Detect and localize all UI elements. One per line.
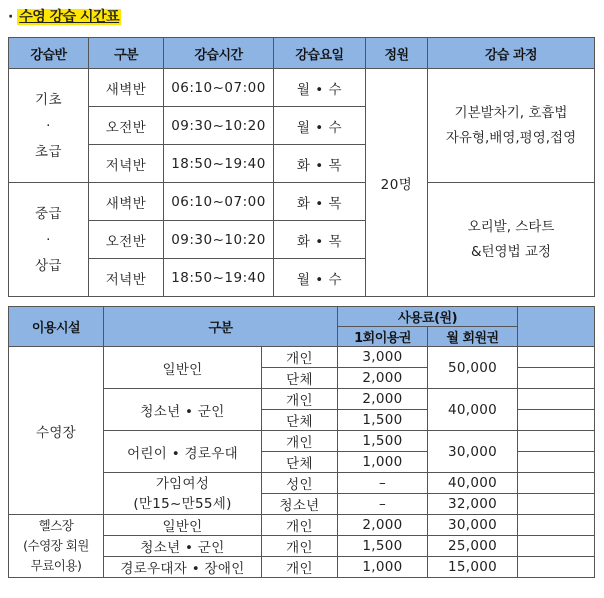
header-monthly: 월 회원권	[428, 327, 518, 347]
capacity-cell: 20명	[366, 69, 428, 297]
class-days: 화 • 목	[274, 183, 366, 221]
table-row	[9, 347, 595, 368]
single-fee: 1,500	[338, 410, 428, 431]
class-type: 오전반	[89, 221, 164, 259]
monthly-fee: 30,000	[428, 515, 518, 536]
note-cell	[518, 368, 595, 389]
class-time: 18:50~19:40	[164, 145, 274, 183]
level-cell: 기초 · 초급	[9, 69, 89, 183]
single-fee: –	[338, 494, 428, 515]
category-name: 청소년 • 군인	[104, 389, 262, 431]
title-bullet: ·	[8, 9, 13, 25]
sub-category: 단체	[262, 410, 338, 431]
sub-category: 개인	[262, 557, 338, 578]
single-fee: 2,000	[338, 389, 428, 410]
category-name: 경로우대자 • 장애인	[104, 557, 262, 578]
table-row	[9, 69, 595, 107]
table-row	[9, 183, 595, 221]
class-time: 06:10~07:00	[164, 183, 274, 221]
note-cell	[518, 452, 595, 473]
sub-category: 개인	[262, 536, 338, 557]
class-time: 06:10~07:00	[164, 69, 274, 107]
header-course: 강습 과정	[428, 38, 595, 69]
single-fee: 3,000	[338, 347, 428, 368]
header-category: 구분	[104, 307, 338, 347]
fee-table	[8, 306, 595, 578]
class-days: 월 • 수	[274, 259, 366, 297]
category-name: 가임여성 (만15~만55세)	[104, 473, 262, 515]
sub-category: 단체	[262, 452, 338, 473]
header-type: 구분	[89, 38, 164, 69]
class-type: 저녁반	[89, 259, 164, 297]
monthly-fee: 50,000	[428, 347, 518, 389]
class-type: 오전반	[89, 107, 164, 145]
course-cell: 기본발차기, 호흡법 자유형,배영,평영,접영	[428, 69, 595, 183]
note-cell	[518, 389, 595, 410]
course-cell: 오리발, 스타트 &턴영법 교정	[428, 183, 595, 297]
class-type: 새벽반	[89, 69, 164, 107]
note-cell	[518, 515, 595, 536]
note-cell	[518, 431, 595, 452]
monthly-fee: 15,000	[428, 557, 518, 578]
class-time: 09:30~10:20	[164, 107, 274, 145]
class-days: 월 • 수	[274, 107, 366, 145]
sub-category: 성인	[262, 473, 338, 494]
header-single: 1회이용권	[338, 327, 428, 347]
note-cell	[518, 557, 595, 578]
note-cell	[518, 473, 595, 494]
sub-category: 청소년	[262, 494, 338, 515]
note-cell	[518, 494, 595, 515]
class-days: 월 • 수	[274, 69, 366, 107]
class-time: 09:30~10:20	[164, 221, 274, 259]
monthly-fee: 30,000	[428, 431, 518, 473]
header-facility: 이용시설	[9, 307, 104, 347]
sub-category: 개인	[262, 389, 338, 410]
category-name: 일반인	[104, 347, 262, 389]
sub-category: 단체	[262, 368, 338, 389]
title-text: 수영 강습 시간표	[19, 9, 120, 25]
header-days: 강습요일	[274, 38, 366, 69]
class-time: 18:50~19:40	[164, 259, 274, 297]
note-cell	[518, 536, 595, 557]
class-type: 저녁반	[89, 145, 164, 183]
category-name: 일반인	[104, 515, 262, 536]
single-fee: 2,000	[338, 515, 428, 536]
class-type: 새벽반	[89, 183, 164, 221]
sub-category: 개인	[262, 431, 338, 452]
facility-gym: 헬스장 (수영장 회원 무료이용)	[9, 515, 104, 578]
single-fee: 1,500	[338, 431, 428, 452]
table-row	[9, 515, 595, 536]
note-cell	[518, 347, 595, 368]
single-fee: 1,000	[338, 452, 428, 473]
fee-header-row	[9, 307, 595, 327]
header-note-top	[518, 307, 595, 347]
monthly-fee: 40,000	[428, 389, 518, 431]
single-fee: 2,000	[338, 368, 428, 389]
sub-category: 개인	[262, 347, 338, 368]
schedule-header-row	[9, 38, 595, 69]
level-cell: 중급 · 상급	[9, 183, 89, 297]
page-title	[8, 6, 121, 26]
header-level: 강습반	[9, 38, 89, 69]
header-capacity: 정원	[366, 38, 428, 69]
monthly-fee: 32,000	[428, 494, 518, 515]
class-days: 화 • 목	[274, 145, 366, 183]
header-fee-group: 사용료(원)	[338, 307, 518, 327]
single-fee: –	[338, 473, 428, 494]
single-fee: 1,500	[338, 536, 428, 557]
monthly-fee: 40,000	[428, 473, 518, 494]
category-name: 청소년 • 군인	[104, 536, 262, 557]
class-days: 화 • 목	[274, 221, 366, 259]
single-fee: 1,000	[338, 557, 428, 578]
category-name: 어린이 • 경로우대	[104, 431, 262, 473]
header-time: 강습시간	[164, 38, 274, 69]
schedule-table	[8, 37, 595, 297]
facility-pool: 수영장	[9, 347, 104, 515]
sub-category: 개인	[262, 515, 338, 536]
monthly-fee: 25,000	[428, 536, 518, 557]
note-cell	[518, 410, 595, 431]
